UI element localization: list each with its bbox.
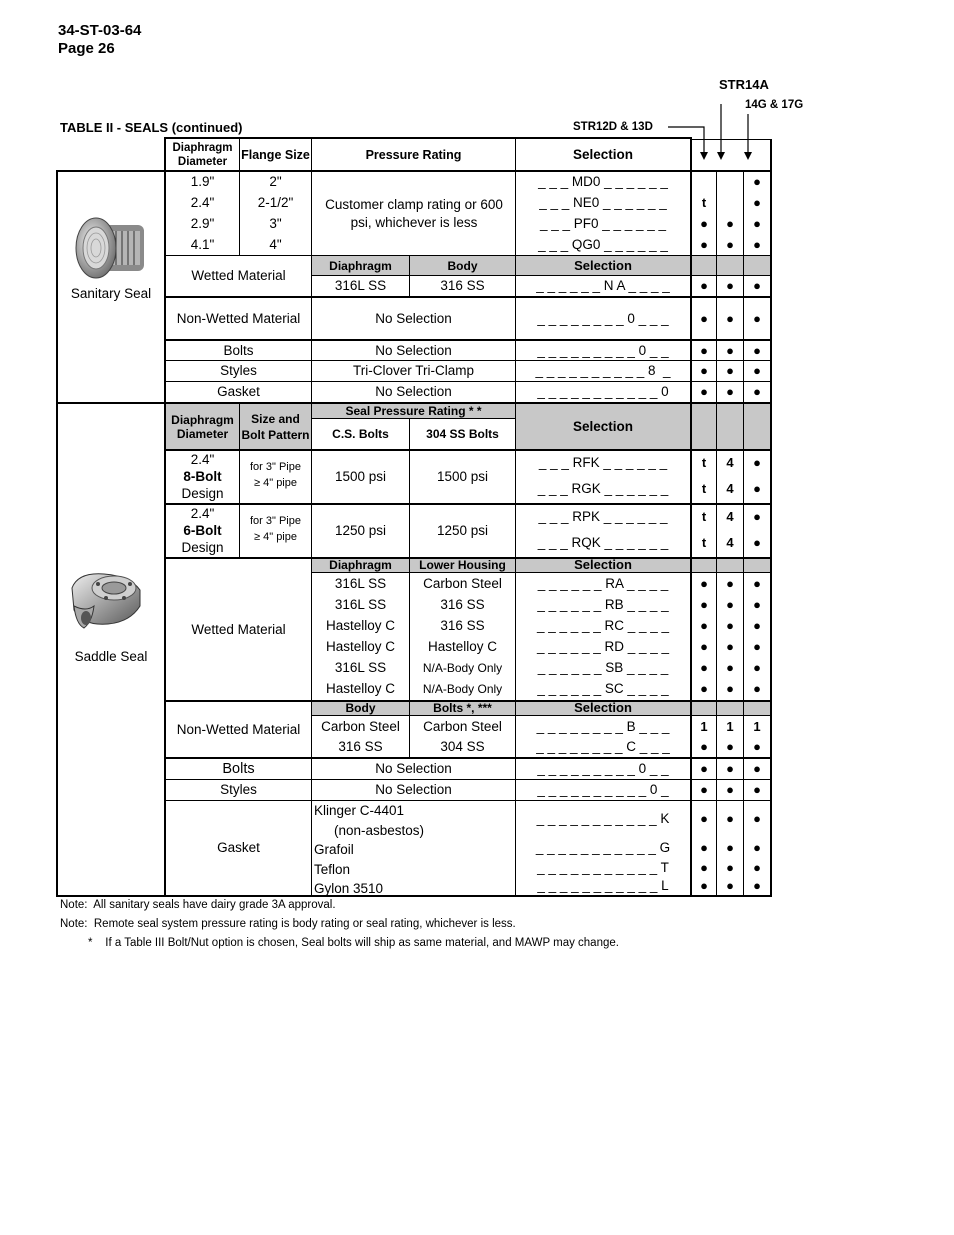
saddle-gasket-label: Gasket <box>217 840 260 855</box>
pipe-size-3in: for 3" Pipe <box>250 461 301 473</box>
sanitary-gasket-label: Gasket <box>217 384 260 399</box>
availability-mark: ● <box>753 596 761 612</box>
availability-mark: ● <box>753 278 761 293</box>
header-cs-bolts: C.S. Bolts <box>332 427 389 441</box>
gasket-selection: _ _ _ _ _ _ _ _ _ _ _ T <box>537 860 669 875</box>
availability-mark: ● <box>753 811 761 826</box>
non-wetted-body: 316 SS <box>338 739 383 754</box>
saddle-bolt-count: 6-Bolt <box>183 523 222 538</box>
availability-mark: t <box>701 535 707 550</box>
note-dairy-approval: Note: All sanitary seals have dairy grade 3A approval. <box>60 899 336 911</box>
sanitary-non-wetted-selection: _ _ _ _ _ _ _ _ 0 _ _ _ <box>537 310 669 326</box>
wetted-diaphragm: 316L SS <box>334 596 387 612</box>
saddle-styles-label: Styles <box>220 782 257 797</box>
availability-mark: ● <box>753 174 761 189</box>
availability-mark: 4 <box>726 509 734 524</box>
saddle-8-bolt-diaphragm <box>166 451 239 503</box>
availability-mark: ● <box>700 236 708 252</box>
wetted-diaphragm: Hastelloy C <box>325 638 396 654</box>
header-selection: Selection <box>574 557 632 572</box>
sanitary-styles-label: Styles <box>220 363 257 378</box>
sanitary-bolts-label: Bolts <box>223 342 254 358</box>
pipe-size-3in: for 3" Pipe <box>250 515 301 527</box>
availability-mark: ● <box>726 761 734 776</box>
wetted-selection: _ _ _ _ _ _ RD _ _ _ _ <box>536 638 670 654</box>
availability-mark: ● <box>753 575 761 591</box>
wetted-housing: 316 SS <box>440 617 485 633</box>
gasket-option: Grafoil <box>314 842 354 857</box>
saddle-bolts-label: Bolts <box>222 761 255 777</box>
sanitary-styles-value: Tri-Clover Tri-Clamp <box>353 363 474 378</box>
availability-mark: 1 <box>753 718 761 734</box>
sanitary-wetted-diaphragm: 316L SS <box>334 278 387 293</box>
non-wetted-bolts: Carbon Steel <box>423 718 502 734</box>
header-diaphragm: Diaphragm <box>329 558 392 572</box>
availability-mark: ● <box>700 363 708 378</box>
header-diaphragm: Diaphragm <box>329 258 392 273</box>
availability-mark: ● <box>700 761 708 776</box>
sanitary-bolts-value: No Selection <box>375 342 452 358</box>
saddle-bolts-selection: _ _ _ _ _ _ _ _ _ 0 _ _ <box>537 761 669 776</box>
sanitary-bolts-selection: _ _ _ _ _ _ _ _ _ 0 _ _ <box>537 342 669 358</box>
availability-mark: ● <box>726 310 734 326</box>
sanitary-seal-photo <box>70 213 146 281</box>
availability-mark: ● <box>726 596 734 612</box>
availability-mark: ● <box>753 617 761 633</box>
saddle-design: Design <box>181 486 224 501</box>
availability-mark: 4 <box>726 535 734 550</box>
header-ss-bolts: 304 SS Bolts <box>426 427 499 441</box>
availability-mark: ● <box>726 617 734 633</box>
saddle-wetted-material-label: Wetted Material <box>191 621 286 637</box>
wetted-selection: _ _ _ _ _ _ RC _ _ _ _ <box>536 617 670 633</box>
availability-mark: ● <box>753 194 761 210</box>
gasket-options <box>314 801 424 899</box>
availability-mark: ● <box>726 342 734 358</box>
availability-mark: ● <box>753 860 761 875</box>
saddle-6-bolt-pipe <box>240 513 311 545</box>
sanitary-pressure-rating: Customer clamp rating or 600 psi, whichever is less <box>325 196 503 230</box>
availability-mark: ● <box>753 310 761 326</box>
header-lower-housing: Lower Housing <box>419 558 506 572</box>
header-selection: Selection <box>572 146 634 162</box>
sanitary-seal-label: Sanitary Seal <box>70 286 152 301</box>
availability-mark: ● <box>726 575 734 591</box>
availability-mark: ● <box>753 840 761 855</box>
header-seal-pressure-rating: Seal Pressure Rating * * <box>345 404 482 418</box>
availability-mark <box>717 192 743 213</box>
header-flange-size: Flange Size <box>241 147 310 162</box>
wetted-housing: N/A-Body Only <box>422 660 503 675</box>
pipe-size-4in: ≥ 4" pipe <box>254 477 297 489</box>
gasket-option: Gylon 3510 <box>314 881 384 896</box>
non-wetted-selection: _ _ _ _ _ _ _ _ B _ _ _ <box>536 718 670 734</box>
availability-mark: ● <box>753 509 761 524</box>
wetted-diaphragm: 316L SS <box>334 575 387 591</box>
wetted-housing: Hastelloy C <box>427 638 498 654</box>
availability-mark: ● <box>700 878 708 893</box>
sanitary-flange-size: 2-1/2" <box>257 194 294 210</box>
pipe-size-4in: ≥ 4" pipe <box>254 531 297 543</box>
availability-mark: ● <box>753 481 761 496</box>
sanitary-flange-size: 4" <box>269 236 282 252</box>
wetted-housing: Carbon Steel <box>423 575 502 591</box>
saddle-diameter: 2.4" <box>190 452 215 467</box>
availability-mark: t <box>701 194 707 210</box>
sanitary-selection-code: _ _ _ NE0 _ _ _ _ _ _ <box>539 194 667 210</box>
availability-mark: ● <box>753 535 761 550</box>
availability-mark: ● <box>726 681 734 696</box>
wetted-selection: _ _ _ _ _ _ RB _ _ _ _ <box>537 596 669 612</box>
header-body: Body <box>345 701 376 715</box>
sanitary-diameter: 4.1" <box>190 236 215 252</box>
saddle-seal-photo <box>64 566 148 638</box>
model-label-str12d-13d: STR12D & 13D <box>573 121 653 133</box>
availability-mark: ● <box>700 659 708 675</box>
saddle-selection-code: _ _ _ RFK _ _ _ _ _ _ <box>538 455 668 470</box>
sanitary-styles-selection: _ _ _ _ _ _ _ _ _ _ 8 _ <box>535 363 671 378</box>
sanitary-gasket-value: No Selection <box>375 384 452 399</box>
availability-mark: ● <box>753 384 761 399</box>
sanitary-non-wetted-label: Non-Wetted Material <box>176 310 301 326</box>
availability-mark: ● <box>726 236 734 252</box>
header-size-bolt-pattern: Size and Bolt Pattern <box>241 411 310 442</box>
availability-mark: ● <box>753 782 761 797</box>
saddle-ss-bolts-rating: 1500 psi <box>436 469 489 484</box>
header-selection: Selection <box>574 257 632 273</box>
header-diaphragm-diameter: Diaphragm Diameter <box>172 141 233 168</box>
availability-mark: ● <box>753 455 761 470</box>
availability-mark: ● <box>753 659 761 675</box>
availability-mark: ● <box>753 638 761 654</box>
sanitary-flange-size: 2" <box>269 174 282 189</box>
saddle-cs-bolts-rating: 1250 psi <box>334 523 387 538</box>
page-number: Page 26 <box>58 40 115 57</box>
gasket-selection: _ _ _ _ _ _ _ _ _ _ _ L <box>537 878 669 893</box>
availability-mark: ● <box>726 384 734 399</box>
saddle-selection-code: _ _ _ RGK _ _ _ _ _ _ <box>537 481 669 496</box>
sanitary-wetted-material-label: Wetted Material <box>191 268 286 283</box>
gasket-selection: _ _ _ _ _ _ _ _ _ _ _ K <box>536 811 670 826</box>
availability-mark: ● <box>700 596 708 612</box>
non-wetted-body: Carbon Steel <box>321 718 400 734</box>
sanitary-selection-code: _ _ _ QG0 _ _ _ _ _ _ <box>538 236 668 252</box>
availability-mark: ● <box>726 363 734 378</box>
availability-mark: ● <box>726 860 734 875</box>
sanitary-non-wetted-value: No Selection <box>375 310 452 326</box>
saddle-6-bolt-diaphragm <box>166 505 239 557</box>
wetted-selection: _ _ _ _ _ _ RA _ _ _ _ <box>537 575 669 591</box>
wetted-selection: _ _ _ _ _ _ SC _ _ _ _ <box>537 681 669 696</box>
availability-mark: ● <box>700 811 708 826</box>
sanitary-diameter: 2.4" <box>190 194 215 210</box>
availability-mark <box>717 172 743 192</box>
header-selection: Selection <box>574 700 632 715</box>
sanitary-gasket-selection: _ _ _ _ _ _ _ _ _ _ _ 0 <box>537 384 669 399</box>
non-wetted-bolts: 304 SS <box>440 739 485 754</box>
model-label-14g-17g: 14G & 17G <box>745 99 804 111</box>
saddle-ss-bolts-rating: 1250 psi <box>436 523 489 538</box>
availability-mark: ● <box>700 384 708 399</box>
wetted-diaphragm: 316L SS <box>334 659 387 675</box>
availability-mark: 4 <box>726 481 734 496</box>
saddle-cs-bolts-rating: 1500 psi <box>334 469 387 484</box>
availability-mark: ● <box>726 215 734 231</box>
availability-mark: ● <box>700 860 708 875</box>
availability-mark: ● <box>700 278 708 293</box>
availability-mark: ● <box>700 638 708 654</box>
sanitary-wetted-selection: _ _ _ _ _ _ N A _ _ _ _ <box>536 278 670 293</box>
saddle-selection-code: _ _ _ RPK _ _ _ _ _ _ <box>538 509 668 524</box>
availability-mark: ● <box>753 739 761 754</box>
availability-mark: ● <box>726 811 734 826</box>
availability-mark: ● <box>753 236 761 252</box>
availability-mark: ● <box>726 782 734 797</box>
availability-mark: ● <box>726 878 734 893</box>
saddle-selection-code: _ _ _ RQK _ _ _ _ _ _ <box>537 535 669 550</box>
sanitary-diameter: 1.9" <box>190 174 215 189</box>
availability-mark <box>692 172 716 192</box>
availability-mark: ● <box>753 878 761 893</box>
availability-mark: ● <box>726 638 734 654</box>
saddle-design: Design <box>181 540 224 555</box>
note-pressure-rating: Note: Remote seal system pressure rating is body rating or seal rating, whichever is less. <box>60 918 516 930</box>
wetted-diaphragm: Hastelloy C <box>325 617 396 633</box>
availability-mark: ● <box>700 342 708 358</box>
availability-mark: ● <box>726 278 734 293</box>
availability-mark: ● <box>753 342 761 358</box>
availability-mark: ● <box>700 575 708 591</box>
saddle-diameter: 2.4" <box>190 506 215 521</box>
model-label-str14a: STR14A <box>719 77 769 92</box>
availability-mark: t <box>701 509 707 524</box>
header-body: Body <box>447 258 478 273</box>
gasket-option: (non-asbestos) <box>334 822 425 838</box>
availability-mark: ● <box>753 363 761 378</box>
header-pressure-rating: Pressure Rating <box>365 147 462 162</box>
availability-mark: ● <box>753 215 761 231</box>
availability-mark: ● <box>726 840 734 855</box>
availability-mark: ● <box>700 840 708 855</box>
availability-mark: ● <box>700 681 708 696</box>
availability-mark: ● <box>700 310 708 326</box>
availability-mark: ● <box>726 659 734 675</box>
gasket-selection: _ _ _ _ _ _ _ _ _ _ _ G <box>535 840 671 855</box>
gasket-option: Teflon <box>314 861 351 877</box>
availability-mark: ● <box>753 681 761 696</box>
note-bolt-nut: * If a Table III Bolt/Nut option is chosen, Seal bolts will ship as same material, and MAWP may change. <box>88 937 619 949</box>
document-number: 34-ST-03-64 <box>58 22 142 39</box>
availability-mark: ● <box>700 617 708 633</box>
availability-mark: ● <box>726 739 734 754</box>
sanitary-flange-size: 3" <box>269 215 282 231</box>
sanitary-selection-code: _ _ _ PF0 _ _ _ _ _ _ <box>539 215 667 231</box>
non-wetted-selection: _ _ _ _ _ _ _ _ C _ _ _ <box>536 739 670 754</box>
saddle-seal-label: Saddle Seal <box>74 649 148 664</box>
availability-mark: t <box>701 455 707 470</box>
saddle-bolts-value: No Selection <box>375 761 452 776</box>
availability-mark: 1 <box>700 718 708 734</box>
wetted-housing: 316 SS <box>440 596 485 612</box>
sanitary-wetted-body: 316 SS <box>440 278 485 293</box>
wetted-diaphragm: Hastelloy C <box>325 681 396 696</box>
sanitary-selection-code: _ _ _ MD0 _ _ _ _ _ _ <box>538 174 668 189</box>
availability-mark: ● <box>700 215 708 231</box>
wetted-selection: _ _ _ _ _ _ SB _ _ _ _ <box>537 659 669 675</box>
availability-mark: ● <box>700 739 708 754</box>
header-bolts: Bolts *, *** <box>433 701 492 715</box>
saddle-styles-value: No Selection <box>375 782 452 797</box>
table-title: TABLE II - SEALS (continued) <box>60 120 243 135</box>
header-diaphragm-diameter: Diaphragm Diameter <box>171 413 234 441</box>
header-selection: Selection <box>572 418 634 434</box>
saddle-8-bolt-pipe <box>240 459 311 491</box>
sanitary-diameter: 2.9" <box>190 215 215 231</box>
gasket-option: Klinger C-4401 <box>314 803 405 818</box>
availability-mark: t <box>701 481 707 496</box>
wetted-housing: N/A-Body Only <box>422 682 503 696</box>
saddle-bolt-count: 8-Bolt <box>183 469 222 484</box>
availability-mark: 4 <box>726 455 734 470</box>
saddle-non-wetted-label: Non-Wetted Material <box>176 721 301 737</box>
availability-mark: ● <box>753 761 761 776</box>
availability-mark: ● <box>700 782 708 797</box>
saddle-styles-selection: _ _ _ _ _ _ _ _ _ _ 0 _ <box>537 782 669 797</box>
availability-mark: 1 <box>726 718 734 734</box>
